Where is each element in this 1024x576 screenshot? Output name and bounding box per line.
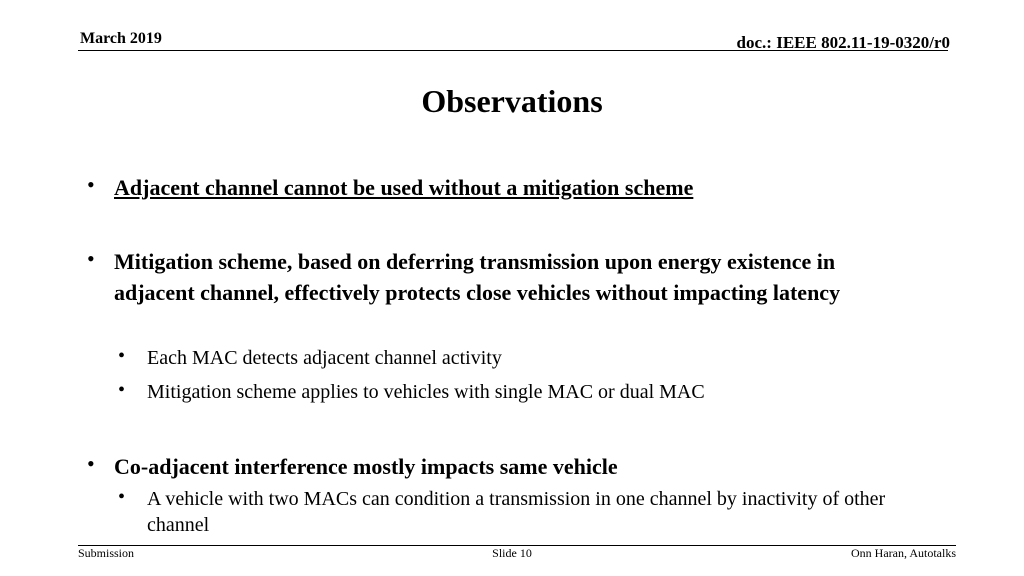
sub-bullet-marker: •: [118, 486, 126, 508]
footer-submission: Submission: [78, 546, 135, 560]
footer-author: Onn Haran, Autotalks: [851, 546, 956, 560]
header-date: March 2019: [80, 30, 162, 47]
header-divider: [78, 50, 948, 51]
sub-bullet-marker: •: [118, 379, 126, 401]
bullet-2-sub-1: Each MAC detects adjacent channel activity: [147, 347, 502, 369]
bullet-3-text: Co-adjacent interference mostly impacts same vehicle: [114, 454, 618, 479]
bullet-marker: •: [87, 172, 95, 197]
header-doc-id: doc.: IEEE 802.11-19-0320/r0: [736, 33, 950, 52]
bullet-1-text: Adjacent channel cannot be used without a mitigation scheme: [114, 175, 694, 200]
footer-slide-number: Slide 10: [492, 546, 532, 560]
bullet-2-sub-2: Mitigation scheme applies to vehicles with single MAC or dual MAC: [147, 381, 705, 403]
sub-bullet-marker: •: [118, 345, 126, 367]
bullet-2-text: Mitigation scheme, based on deferring transmission upon energy existence in adjacent channel, effectively protects close vehicles without impacting latency: [114, 249, 841, 305]
bullet-3-sub-1: A vehicle with two MACs can condition a transmission in one channel by inactivity of other channel: [147, 488, 886, 536]
slide-title: Observations: [421, 83, 603, 119]
bullet-marker: •: [87, 451, 95, 476]
bullet-marker: •: [87, 246, 95, 271]
